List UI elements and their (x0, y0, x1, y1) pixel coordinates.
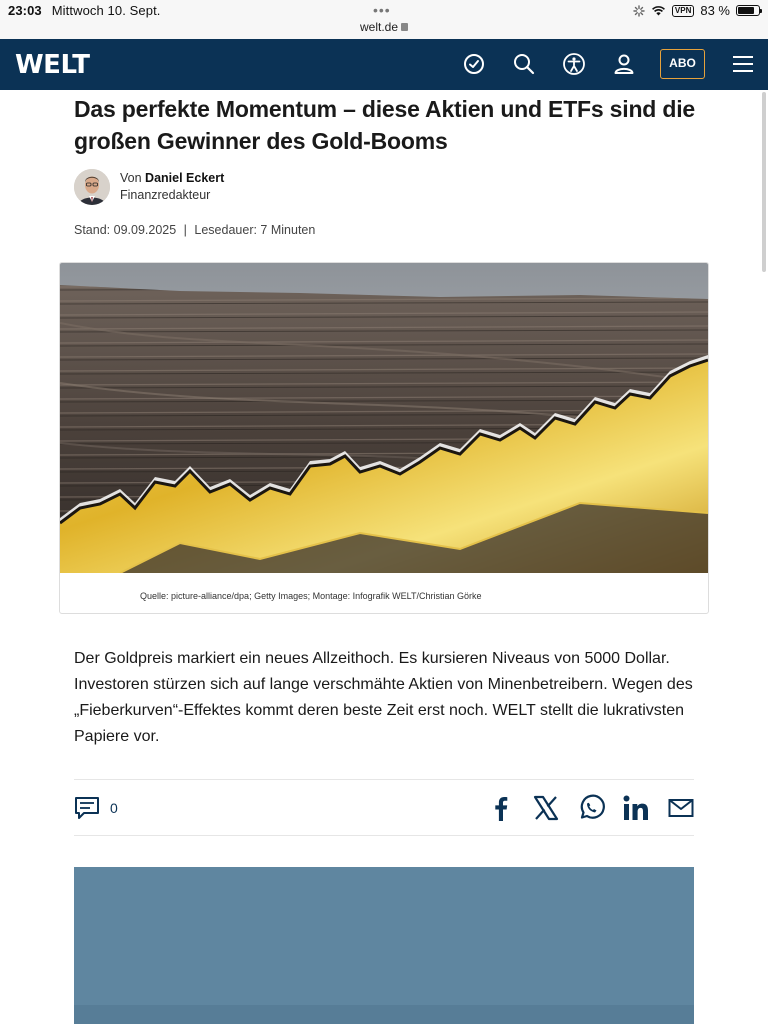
battery-percent: 83 % (700, 3, 730, 18)
welt-logo[interactable]: WELT (15, 50, 90, 80)
abo-button[interactable]: ABO (660, 49, 705, 79)
article-title: Das perfekte Momentum – diese Aktien und ETFs sind die großen Gewinner des Gold-Booms (74, 96, 695, 154)
author-role: Finanzredakteur (120, 188, 211, 202)
author-avatar[interactable] (74, 169, 110, 205)
whatsapp-icon[interactable] (577, 794, 605, 822)
user-icon[interactable] (612, 52, 636, 76)
media-band (74, 1005, 694, 1024)
article-meta (74, 223, 315, 237)
article-teaser: Der Goldpreis markiert ein neues Allzeithoch. Es kursieren Niveaus von 5000 Dollar. Investoren stürzen sich auf lange verschmähte Aktien von Minenbetreibern. Wegen des „Fieberkurven“-Effektes kommt deren beste Zeit erst noch. WELT stellt die lukrativsten Papiere vor. (74, 650, 693, 745)
clock-icon[interactable] (462, 52, 486, 76)
search-icon[interactable] (512, 52, 536, 76)
meta-separator: | (183, 223, 187, 237)
date-text: Mittwoch 10. Sept. (51, 3, 161, 18)
status-indicators (633, 3, 760, 18)
x-twitter-icon[interactable] (532, 794, 560, 822)
url-bar[interactable] (0, 20, 768, 34)
url-text: welt.de (359, 20, 399, 34)
linkedin-icon[interactable] (622, 794, 650, 822)
author-block[interactable] (74, 169, 224, 205)
time-text: 23:03 (8, 3, 42, 18)
site-header (0, 39, 768, 90)
author-name[interactable]: Daniel Eckert (145, 171, 225, 185)
lead-image-figure[interactable] (59, 262, 709, 614)
share-bar (74, 779, 694, 836)
next-media-block[interactable] (74, 867, 694, 1024)
status-time (8, 3, 161, 18)
battery-icon (736, 5, 760, 16)
lock-icon (401, 23, 408, 31)
gold-mine-image[interactable] (60, 263, 708, 573)
email-icon[interactable] (667, 794, 695, 822)
status-bar (0, 0, 768, 40)
reading-time: Lesedauer: 7 Minuten (194, 223, 316, 237)
image-caption: Quelle: picture-alliance/dpa; Getty Images; Montage: Infografik WELT/Christian Görke (140, 591, 482, 601)
wifi-icon (651, 5, 666, 16)
author-prefix: Von (120, 171, 142, 185)
accessibility-icon[interactable] (562, 52, 586, 76)
menu-icon[interactable] (731, 52, 755, 76)
page-scrollbar[interactable] (762, 92, 766, 272)
comment-count: 0 (110, 800, 118, 816)
facebook-icon[interactable] (487, 794, 515, 822)
vpn-badge: VPN (672, 5, 694, 17)
comments-link[interactable] (74, 795, 118, 821)
publish-date: Stand: 09.09.2025 (74, 223, 177, 237)
loading-icon (633, 5, 645, 17)
tab-dots-icon[interactable]: ••• (373, 2, 391, 18)
comment-icon[interactable] (74, 795, 100, 821)
